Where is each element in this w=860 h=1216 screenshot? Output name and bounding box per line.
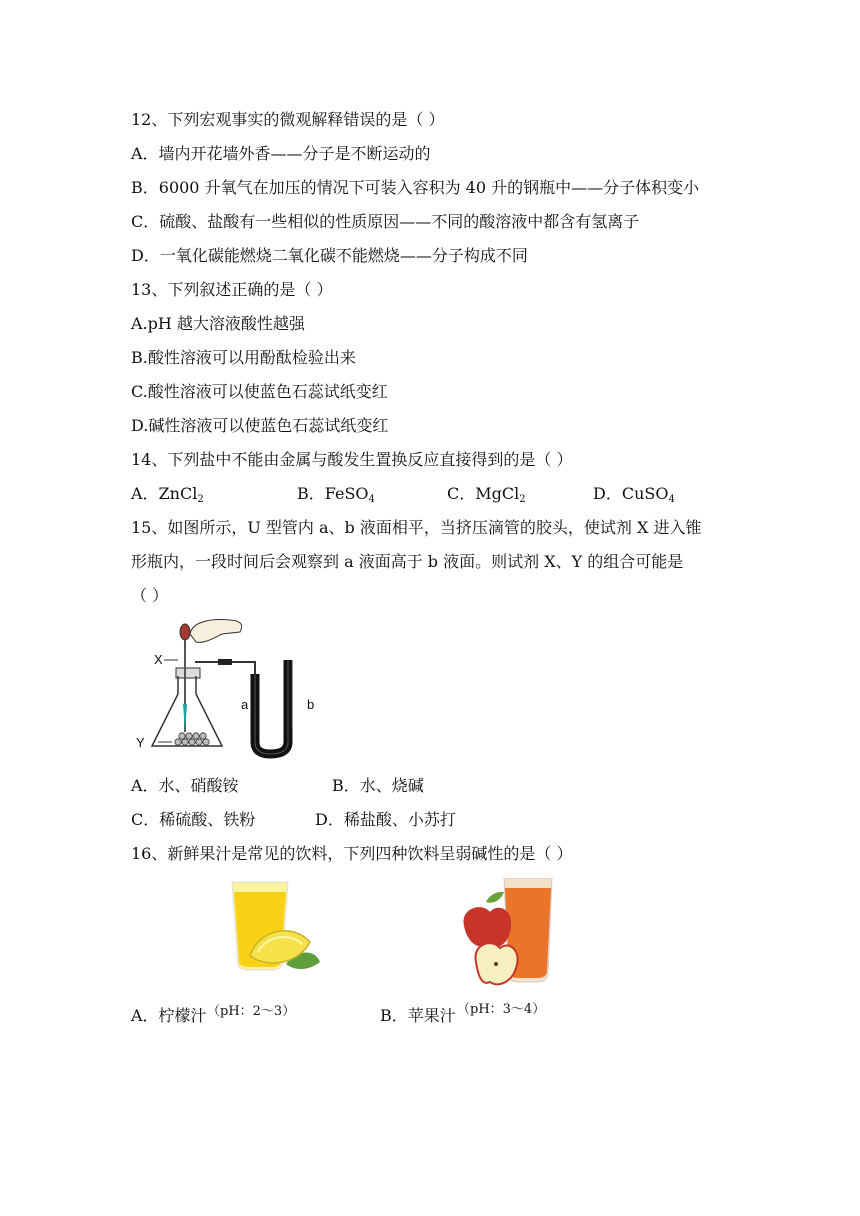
q12-option-c: C．硫酸、盐酸有一些相似的性质原因——不同的酸溶液中都含有氢离子 bbox=[131, 212, 640, 231]
beads bbox=[175, 733, 209, 745]
q14-option-a bbox=[131, 484, 204, 510]
q14-option-a-text: A．ZnCl bbox=[131, 484, 198, 503]
q13-stem: 13、下列叙述正确的是（ ） bbox=[131, 280, 333, 299]
q16-option-a: A．柠檬汁 bbox=[131, 1006, 207, 1025]
q14-stem: 14、下列盐中不能由金属与酸发生置换反应直接得到的是（ ） bbox=[131, 450, 573, 469]
apple-icon bbox=[464, 907, 512, 947]
q12-option-d: D．一氧化碳能燃烧二氧化碳不能燃烧——分子构成不同 bbox=[131, 246, 528, 265]
apparatus-figure bbox=[130, 614, 350, 762]
q14-option-b-text: B．FeSO bbox=[297, 484, 369, 503]
q15-stem-line2: 形瓶内，一段时间后会观察到 a 液面高于 b 液面。则试剂 X、Y 的组合可能是 bbox=[131, 552, 684, 571]
q15-stem-line1: 15、如图所示，U 型管内 a、b 液面相平，当挤压滴管的胶头，使试剂 X 进入锥 bbox=[131, 518, 702, 537]
q12-stem: 12、下列宏观事实的微观解释错误的是（ ） bbox=[131, 110, 445, 129]
label-a: a bbox=[241, 697, 249, 712]
q14-option-d-text: D．CuSO bbox=[593, 484, 669, 503]
q12-option-a: A．墙内开花墙外香——分子是不断运动的 bbox=[131, 144, 431, 163]
hand-icon bbox=[190, 620, 242, 643]
label-x: X bbox=[154, 652, 163, 667]
q15-stem-line3: （ ） bbox=[131, 586, 169, 605]
leaf-icon bbox=[486, 892, 504, 903]
q14-option-d bbox=[593, 484, 675, 510]
q16-option-b-ph: （pH：3～4） bbox=[457, 1002, 546, 1017]
dropper-bulb bbox=[180, 624, 190, 640]
q13-option-a: A.pH 越大溶液酸性越强 bbox=[131, 314, 305, 333]
connecting-tube bbox=[195, 662, 255, 726]
q15-option-d: D．稀盐酸、小苏打 bbox=[315, 810, 456, 829]
q16-stem: 16、新鲜果汁是常见的饮料，下列四种饮料呈弱碱性的是（ ） bbox=[131, 844, 573, 863]
q13-option-c: C.酸性溶液可以使蓝色石蕊试纸变红 bbox=[131, 382, 388, 401]
q14-option-c-text: C．MgCl bbox=[447, 484, 520, 503]
label-y: Y bbox=[136, 735, 145, 750]
q15-option-b: B．水、烧碱 bbox=[332, 776, 424, 795]
apple-juice-image bbox=[458, 878, 558, 996]
lemon-juice-image bbox=[224, 878, 324, 978]
q14-option-d-sub: 4 bbox=[668, 494, 675, 505]
q15-option-c: C．稀硫酸、铁粉 bbox=[131, 810, 256, 829]
u-tube bbox=[255, 660, 288, 754]
q14-option-c-sub: 2 bbox=[519, 494, 526, 505]
q14-option-b bbox=[297, 484, 375, 510]
q14-option-a-sub: 2 bbox=[197, 494, 204, 505]
label-b: b bbox=[307, 697, 315, 712]
q14-option-c bbox=[447, 484, 526, 510]
q13-option-d: D.碱性溶液可以使蓝色石蕊试纸变红 bbox=[131, 416, 389, 435]
q13-option-b: B.酸性溶液可以用酚酞检验出来 bbox=[131, 348, 356, 367]
q12-option-b: B．6000 升氧气在加压的情况下可装入容积为 40 升的钢瓶中——分子体积变小 bbox=[131, 178, 700, 197]
q16-option-b: B．苹果汁 bbox=[380, 1006, 456, 1025]
q15-option-a: A．水、硝酸铵 bbox=[131, 776, 239, 795]
q16-option-a-ph: （pH：2～3） bbox=[207, 1004, 296, 1019]
q14-option-b-sub: 4 bbox=[368, 494, 375, 505]
